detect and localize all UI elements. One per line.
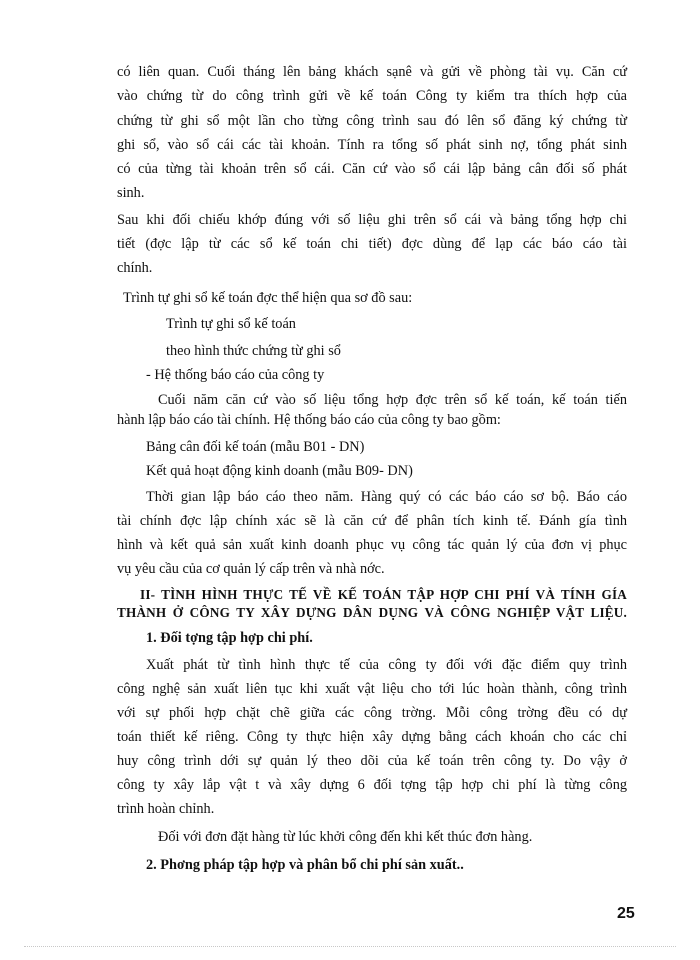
bottom-divider xyxy=(24,946,676,947)
paragraph-line: toán thiết kế riêng. Công ty thực hiện xây dựng bằng cách khoán cho các chỉ xyxy=(117,729,627,745)
list-item: Kết quả hoạt động kinh doanh (mẫu B09- DN) xyxy=(146,463,413,479)
paragraph-line: sinh. xyxy=(117,185,145,201)
paragraph-line: hình và kết quả sản xuất kinh doanh phục vụ công tác quản lý của đơn vị phục xyxy=(117,537,627,553)
paragraph-line: tiết (đợc lập từ các sổ kế toán chi tiết) đợc dùng để lạp các báo cáo tài xyxy=(117,236,627,252)
paragraph-line: hành lập báo cáo tài chính. Hệ thống báo cáo của công ty bao gồm: xyxy=(117,412,501,428)
paragraph-line: Thời gian lập báo cáo theo năm. Hàng quý có các báo cáo sơ bộ. Báo cáo xyxy=(146,489,627,505)
paragraph-line: chứng từ ghi sổ một lần cho từng công trình sau đó lên sổ đăng ký chứng từ xyxy=(117,113,627,129)
paragraph-line: công ty xây lắp vật t và xây dựng 6 đối tợng tập hợp chi phí là từng công xyxy=(117,777,627,793)
paragraph-line: có liên quan. Cuối tháng lên bảng khách sạnê và gửi về phòng tài vụ. Căn cứ xyxy=(117,64,627,80)
paragraph-line: với sự phối hợp chặt chẽ giữa các công trờng. Mỗi công trờng đều có dự xyxy=(117,705,627,721)
paragraph-line: Cuối năm căn cứ vào số liệu tổng hợp đợc trên sổ kế toán, kế toán tiến xyxy=(158,392,627,408)
paragraph-line: vào chứng từ do công trình gửi về kế toán Công ty kiểm tra thích hợp của xyxy=(117,88,627,104)
paragraph-line: tài chính đợc lập chính xác sẽ là căn cứ để phân tích kinh tế. Đánh gía tình xyxy=(117,513,627,529)
paragraph-line: vụ yêu cầu của cơ quản lý cấp trên và nhà nớc. xyxy=(117,561,385,577)
list-item: - Hệ thống báo cáo của công ty xyxy=(146,367,325,383)
subsection-heading: 2. Phơng pháp tập hợp và phân bổ chi phí sản xuất.. xyxy=(146,857,464,873)
paragraph-line: chính. xyxy=(117,260,153,276)
paragraph-line: có của từng tài khoản trên sổ cái. Căn cứ vào sổ cái lập bảng cân đối số phát xyxy=(117,161,627,177)
paragraph-line: huy công trình dới sự quản lý theo dõi của kế toán trên công ty. Do vậy ở xyxy=(117,753,627,769)
page-number: 25 xyxy=(617,905,635,922)
subsection-heading: 1. Đối tợng tập hợp chi phí. xyxy=(146,630,313,646)
paragraph-line: Sau khi đối chiếu khớp đúng với số liệu ghi trên sổ cái và bảng tổng hợp chi xyxy=(117,212,627,228)
diagram-caption: Trình tự ghi sổ kế toán xyxy=(166,316,296,332)
section-heading: THÀNH Ở CÔNG TY XÂY DỰNG DÂN DỤNG VÀ CÔNG NGHIỆP VẬT LIỆU. xyxy=(117,605,627,620)
section-heading: II- TÌNH HÌNH THỰC TẾ VỀ KẾ TOÁN TẬP HỢP CHI PHÍ VÀ TÍNH GÍA xyxy=(140,587,627,602)
paragraph-line: Đối với đơn đặt hàng từ lúc khởi công đến khi kết thúc đơn hàng. xyxy=(158,829,533,845)
paragraph-line: công nghệ sản xuất liên tục khi xuất vật liệu cho tới lúc hoàn thành, công trình xyxy=(117,681,627,697)
list-item: Bảng cân đối kế toán (mẫu B01 - DN) xyxy=(146,439,365,455)
paragraph-line: Xuất phát từ tình hình thực tế của công ty đối với đặc điểm quy trình xyxy=(146,657,627,673)
paragraph-line: trình hoàn chỉnh. xyxy=(117,801,215,817)
diagram-caption: theo hình thức chứng từ ghi sổ xyxy=(166,343,341,359)
paragraph-line: Trình tự ghi sổ kế toán đợc thể hiện qua sơ đồ sau: xyxy=(123,290,413,306)
paragraph-line: ghi sổ, vào sổ cái các tài khoản. Tính ra tổng số phát sinh nợ, tổng phát sinh xyxy=(117,137,627,153)
